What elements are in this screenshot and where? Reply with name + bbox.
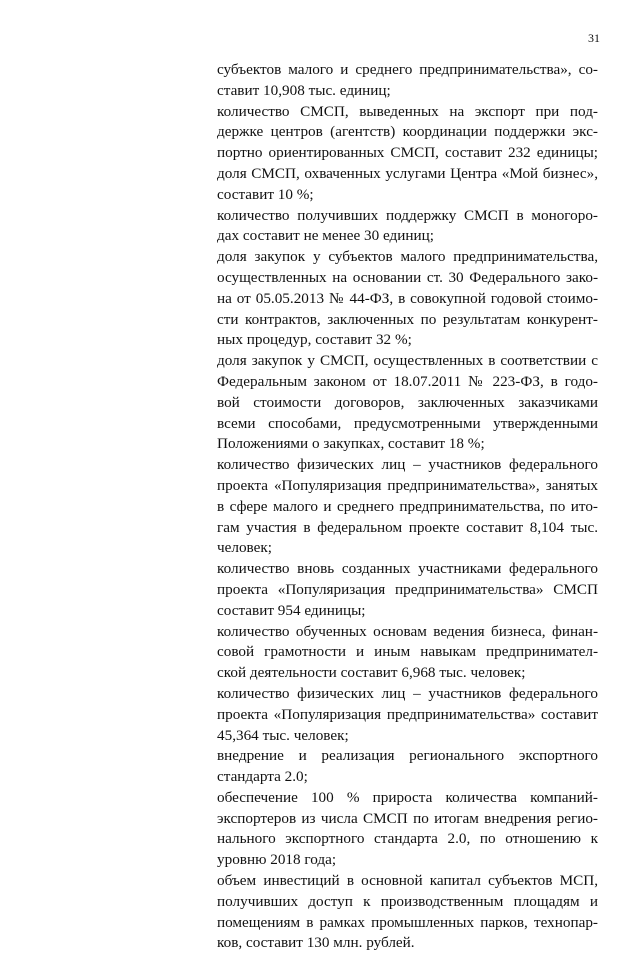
text-line: количество физических лиц – участников федерального	[217, 456, 598, 474]
text-line: проекта «Популяризация предпринимательства» СМСП	[217, 580, 598, 598]
text-line: доля закупок у СМСП, осуществленных в соответствии с	[217, 352, 598, 370]
text-line: составит 954 единицы;	[217, 601, 366, 619]
text-line: стандарта 2.0;	[217, 768, 308, 786]
text-line: человек;	[217, 539, 272, 557]
text-line: проекта «Популяризация предпринимательства» составит	[217, 705, 598, 723]
text-line: доля закупок у субъектов малого предпринимательства,	[217, 248, 598, 266]
text-line: всеми способами, предусмотренными утвержденными	[217, 414, 598, 432]
text-line: количество физических лиц – участников федерального	[217, 684, 598, 702]
text-line: осуществленных на основании ст. 30 Федерального зако-	[217, 268, 598, 286]
text-line: вой стоимости договоров, заключенных заказчиками	[217, 393, 598, 411]
text-line: 45,364 тыс. человек;	[217, 726, 349, 744]
text-line: экспортеров из числа СМСП по итогам внедрения регио-	[217, 809, 598, 827]
text-line: количество СМСП, выведенных на экспорт при под-	[217, 102, 598, 120]
text-line: количество обученных основам ведения бизнеса, финан-	[217, 622, 598, 640]
body-text	[217, 60, 598, 954]
text-line: доля СМСП, охваченных услугами Центра «Мой бизнес»,	[217, 164, 598, 182]
text-line: получивших доступ к производственным площадям и	[217, 892, 598, 910]
text-line: совой грамотности и иным навыкам предпринимател-	[217, 643, 598, 661]
text-line: сти контрактов, заключенных по результатам конкурент-	[217, 310, 598, 328]
text-line: ных процедур, составит 32 %;	[217, 331, 412, 349]
text-line: Федеральным законом от 18.07.2011 № 223-ФЗ, в годо-	[217, 372, 598, 390]
text-line: держке центров (агентств) координации поддержки экс-	[217, 123, 598, 141]
text-line: в сфере малого и среднего предпринимательства, по ито-	[217, 497, 598, 515]
text-line: объем инвестиций в основной капитал субъектов МСП,	[217, 872, 598, 890]
page-number: 31	[588, 31, 600, 45]
text-line: ской деятельности составит 6,968 тыс. человек;	[217, 664, 526, 682]
text-line: Положениями о закупках, составит 18 %;	[217, 435, 485, 453]
text-line: нального экспортного стандарта 2.0, по отношению к	[217, 830, 598, 848]
text-line: внедрение и реализация регионального экспортного	[217, 747, 598, 765]
text-line: гам участия в федеральном проекте составит 8,104 тыс.	[217, 518, 598, 536]
text-line: уровню 2018 года;	[217, 851, 337, 869]
text-line: на от 05.05.2013 № 44-ФЗ, в совокупной годовой стоимо-	[217, 289, 598, 307]
text-line: ставит 10,908 тыс. единиц;	[217, 81, 391, 99]
text-line: дах составит не менее 30 единиц;	[217, 227, 435, 245]
text-line: ков, составит 130 млн. рублей.	[217, 934, 415, 952]
text-line: количество получивших поддержку СМСП в моногоро-	[217, 206, 598, 224]
text-line: количество вновь созданных участниками федерального	[217, 560, 598, 578]
text-line: составит 10 %;	[217, 185, 314, 203]
text-line: обеспечение 100 % прироста количества компаний-	[217, 788, 598, 806]
text-line: помещениям в рамках промышленных парков, технопар-	[217, 913, 598, 931]
text-line: портно ориентированных СМСП, составит 232 единицы;	[217, 144, 598, 162]
text-line: проекта «Популяризация предпринимательства», занятых	[217, 476, 598, 494]
text-line: субъектов малого и среднего предпринимательства», со-	[217, 61, 598, 78]
